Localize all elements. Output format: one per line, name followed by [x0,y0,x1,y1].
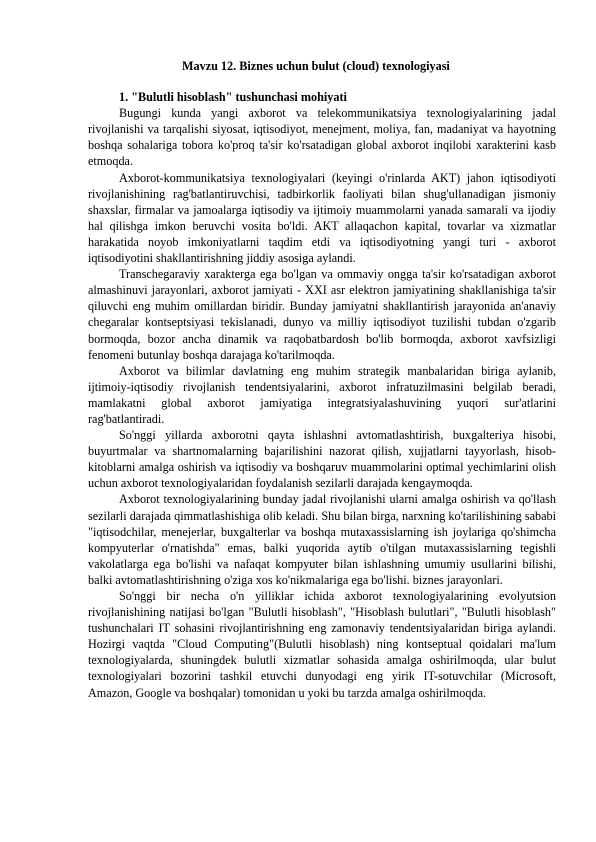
document-title: Mavzu 12. Biznes uchun bulut (cloud) texnologiyasi [182,59,450,73]
paragraph-3: Transchegaraviy xarakterga ega bo'lgan va ommaviy ongga ta'sir ko'rsatadigan axborot almashinuvi jarayonlari, axborot jamiyati - XXI asr elektron jamiyatining shakllanishiga ta'sir qiluvchi eng muhim omillardan biridir. Bunday jamiyatni shakllantirish jarayonida an'anaviy chegaralar kontseptsiyasi tekislanadi, dunyo va milliy iqtisodiyot tuzilishi tubdan o'zgarib bormoqda, bozor ancha dinamik va raqobatbardosh bo'lib bormoqda, axborot xavfsizligi fenomeni butunlay boshqa darajaga ko'tarilmoqda. [88,267,556,362]
paragraph-5: So'nggi yillarda axborotni qayta ishlashni avtomatlashtirish, buxgalteriya hisobi, buyurtmalar va shartnomalarning bajarilishini nazorat qilish, xujjatlarni tayyorlash, hisob-kitoblarni amalga oshirish va iqtisodiy va boshqaruv muammolarini optimal yechimlarini olish uchun axborot texnologiyalaridan foydalanish sezilarli darajada kengaymoqda. [88,428,556,491]
section-heading: 1. "Bulutli hisoblash" tushunchasi mohiyati [119,90,347,105]
paragraph-4: Axborot va bilimlar davlatning eng muhim strategik manbalaridan biriga aylanib, ijtimoiy-iqtisodiy rivojlanish tendentsiyalarini, axborot infratuzilmasini belgilab beradi, mamlakatni global axborot jamiyatiga integratsiyalashuvining yuqori sur'atlarini rag'batlantiradi. [88,363,556,426]
paragraph-6: Axborot texnologiyalarining bunday jadal rivojlanishi ularni amalga oshirish va qo'llash sezilarli darajada qimmatlashishiga olib keladi. Shu bilan birga, narxning ko'tarilishining sababi "iqtisodchilar, menejerlar, buxgalterlar va boshqa mutaxassislarning ish joylariga qo'shimcha kompyuterlar o'rnatishda" emas, balki yuqorida aytib o'tilgan mutaxassislarning tegishli vakolatlarga ega bo'lishi va nafaqat kompyuter bilan ishlashning umumiy usullarini bilishi, balki avtomatlashtirishning o'ziga xos ko'nikmalariga ega bo'lishi. biznes jarayonlari. [88,492,556,587]
paragraph-7: So'nggi bir necha o'n yilliklar ichida axborot texnologiyalarining evolyutsion rivojlanishining natijasi bo'lgan "Bulutli hisoblash", "Hisoblash bulutlari", "Bulutli hisoblash" tushunchalari IT sohasini rivojlantirishning eng zamonaviy tendentsiyalaridan biriga aylandi. Hozirgi vaqtda "Cloud Computing"(Bulutli hisoblash) ning kontseptual qoidalari ma'lum texnologiyalarda, shuningdek bulutli xizmatlar sohasida amalga oshirilmoqda, ular bulut texnologiyalari bozorini tashkil etuvchi dunyodagi eng yirik IT-sotuvchilar (Microsoft, Amazon, Google va boshqalar) tomonidan u yoki bu tarzda amalga oshirilmoqda. [88,589,556,700]
document-page [88,58,556,701]
paragraph-1: Bugungi kunda yangi axborot va telekommunikatsiya texnologiyalarining jadal rivojlanishi va tarqalishi siyosat, iqtisodiyot, menejment, moliya, fan, madaniyat va hayotning boshqa sohalariga tobora ko'proq ta'sir ko'rsatadigan global axborot inqilobi xarakterini kasb etmoqda. [88,106,556,169]
paragraph-2: Axborot-kommunikatsiya texnologiyalari (keyingi o'rinlarda AKT) jahon iqtisodiyoti rivojlanishining rag'batlantiruvchisi, tadbirkorlik faoliyati bilan shug'ullanadigan jismoniy shaxslar, firmalar va jamoalarga iqtisodiy va ijtimoiy muammolarni yanada samarali va ijodiy hal qilishga imkon beruvchi vosita bo'ldi. AKT allaqachon kapital, tovarlar va xizmatlar harakatida noyob imkoniyatlarni taqdim etdi va iqtisodiyotning yangi turi - axborot iqtisodiyotini shakllantirishning jiddiy asosiga aylandi. [88,170,556,266]
